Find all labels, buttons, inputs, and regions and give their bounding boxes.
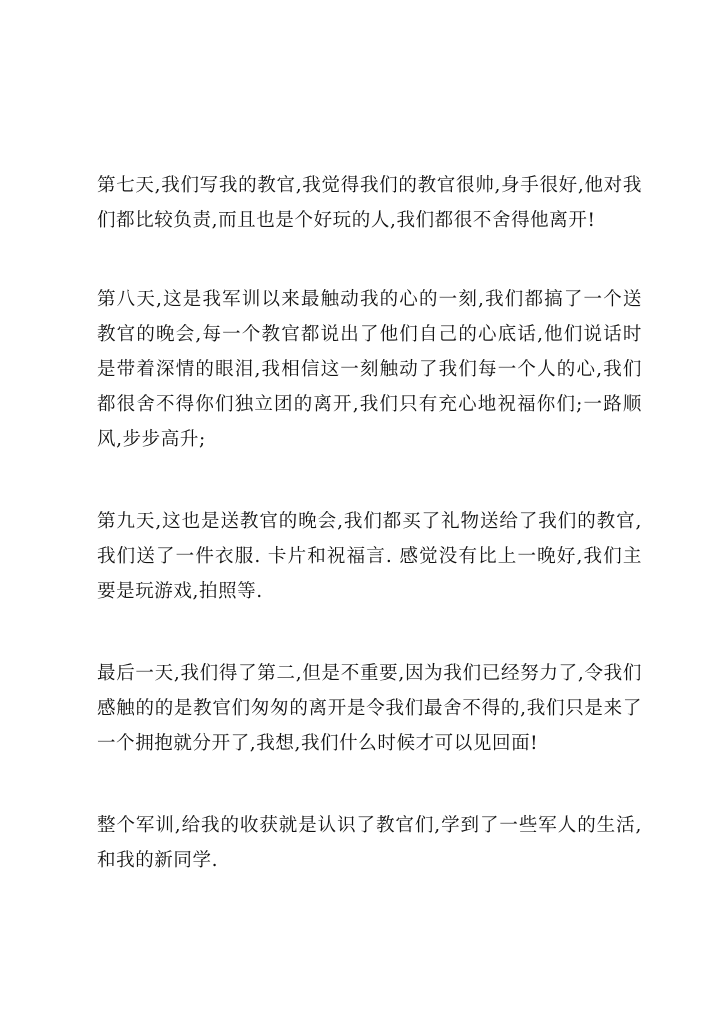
paragraph-summary: 整个军训,给我的收获就是认识了教官们,学到了一些军人的生活,和我的新同学. <box>97 815 642 871</box>
document-body <box>97 168 642 922</box>
paragraph-day-eight: 第八天,这是我军训以来最触动我的心的一刻,我们都搞了一个送教官的晚会,每一个教官都说出了他们自己的心底话,他们说话时是带着深情的眼泪,我相信这一刻触动了我们每一个人的心,我们都很舍不得你们独立团的离开,我们只有充心地祝福你们;一路顺风,步步高升; <box>97 289 642 450</box>
paragraph-day-seven: 第七天,我们写我的教官,我觉得我们的教官很帅,身手很好,他对我们都比较负责,而且也是个好玩的人,我们都很不舍得他离开! <box>97 175 642 231</box>
paragraph-last-day: 最后一天,我们得了第二,但是不重要,因为我们已经努力了,令我们感触的的是教官们匆匆的离开是令我们最舍不得的,我们只是来了一个拥抱就分开了,我想,我们什么时候才可以见回面! <box>97 663 642 754</box>
paragraph-day-nine: 第九天,这也是送教官的晚会,我们都买了礼物送给了我们的教官,我们送了一件衣服. 卡片和祝福言. 感觉没有比上一晚好,我们主要是玩游戏,拍照等. <box>97 511 642 602</box>
